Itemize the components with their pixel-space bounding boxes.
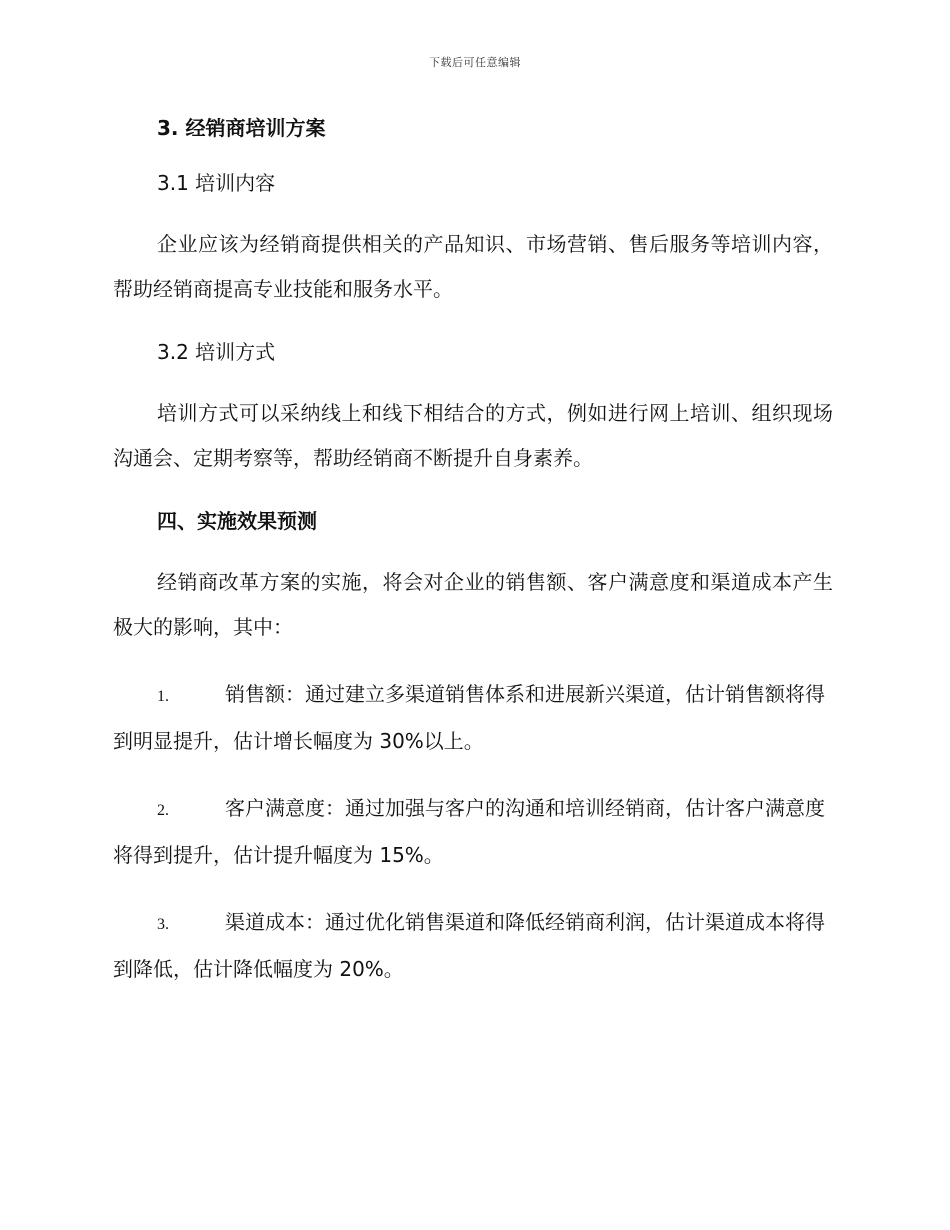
list-item xyxy=(113,786,833,878)
list-item xyxy=(113,672,833,764)
header-note: 下载后可任意编辑 xyxy=(429,56,521,69)
list-item xyxy=(113,900,833,992)
section-3-1-paragraph: 企业应该为经销商提供相关的产品知识、市场营销、售后服务等培训内容，帮助经销商提高专业技能和服务水平。 xyxy=(113,232,833,301)
section-4-paragraph: 经销商改革方案的实施，将会对企业的销售额、客户满意度和渠道成本产生极大的影响，其中： xyxy=(113,570,833,639)
list-number: 1. xyxy=(157,688,169,705)
list-text: 客户满意度：通过加强与客户的沟通和培训经销商，估计客户满意度将得到提升，估计提升幅度为 15%。 xyxy=(113,796,825,867)
list-number: 2. xyxy=(157,802,169,819)
document-body xyxy=(113,110,833,992)
section-3-2-paragraph: 培训方式可以采纳线上和线下相结合的方式，例如进行网上培训、组织现场沟通会、定期考察等，帮助经销商不断提升自身素养。 xyxy=(113,401,833,470)
section-3-1-title: 3.1 培训内容 xyxy=(157,171,276,195)
section-4-title: 四、实施效果预测 xyxy=(157,509,317,533)
section-3-2-title: 3.2 培训方式 xyxy=(157,340,276,364)
section-3-title: 3. 经销商培训方案 xyxy=(157,116,326,140)
list-text: 销售额：通过建立多渠道销售体系和进展新兴渠道，估计销售额将得到明显提升，估计增长幅度为 30%以上。 xyxy=(113,682,825,753)
list-text: 渠道成本：通过优化销售渠道和降低经销商利润，估计渠道成本将得到降低，估计降低幅度为 20%。 xyxy=(113,910,825,981)
list-number: 3. xyxy=(157,916,169,933)
